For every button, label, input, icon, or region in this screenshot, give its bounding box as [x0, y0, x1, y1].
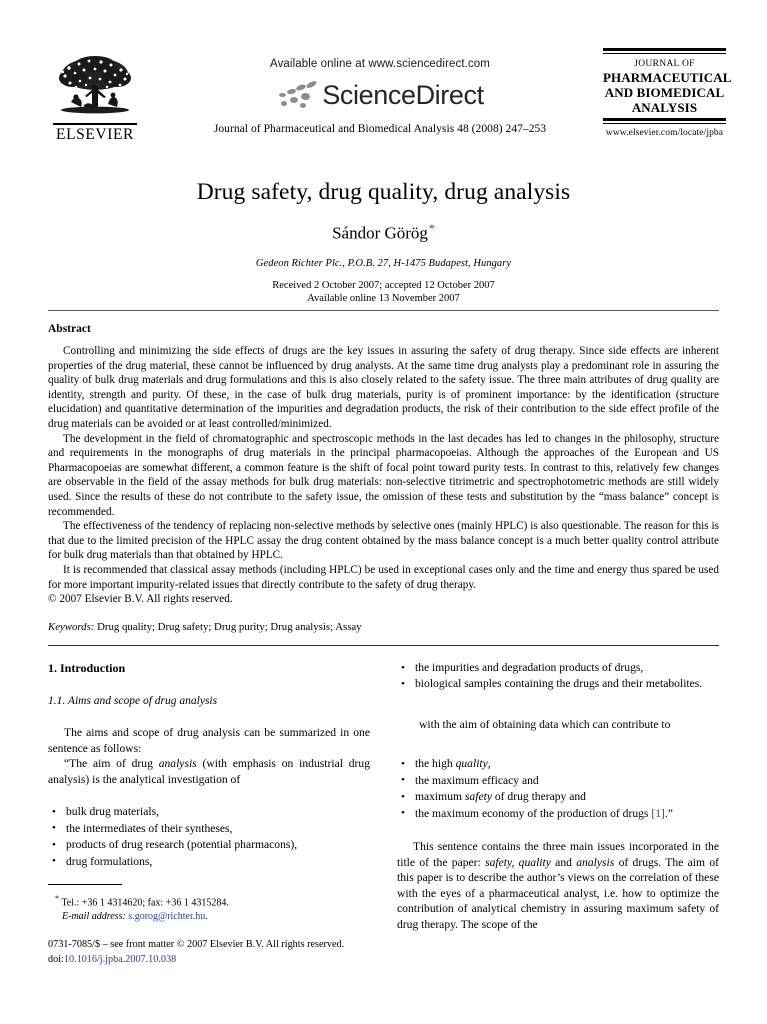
email-label: E-mail address:: [62, 910, 126, 922]
closing-italic-1: safety, quality: [485, 855, 551, 869]
sciencedirect-block: [180, 58, 580, 135]
keywords-value: Drug quality; Drug safety; Drug purity; Drug analysis; Assay: [97, 620, 362, 633]
title-block: [48, 178, 719, 306]
closing-part-2: and: [550, 855, 577, 869]
elsevier-logo: [53, 52, 141, 147]
sciencedirect-dots-icon: [276, 80, 320, 110]
available-online-date: Available online 13 November 2007: [307, 293, 460, 305]
list-item-emphasis: safety: [464, 790, 492, 804]
subsection-heading-aims-scope: 1.1. Aims and scope of drug analysis: [48, 695, 218, 707]
list-item: [397, 806, 719, 822]
journal-box-line1: JOURNAL OF: [634, 59, 695, 69]
author-name: Sándor Görög: [332, 223, 428, 243]
journal-box-bottom-rule: [603, 118, 726, 121]
bullet-list-right-top: [397, 660, 719, 693]
abstract-top-rule: [48, 310, 719, 311]
email-address-link[interactable]: s.gorog@richter.hu.: [128, 910, 208, 922]
list-item: • the impurities and degradation products of drugs,: [397, 660, 719, 676]
available-online-text: Available online at www.sciencedirect.com: [270, 58, 490, 70]
doi-link[interactable]: 10.1016/j.jpba.2007.10.038: [63, 953, 177, 965]
journal-box-top-rule: [603, 48, 726, 51]
abstract-paragraph: The development in the field of chromatographic and spectroscopic methods in the last decades has led to changes in the philosophy, structure and requirements in the monographs of drug materials in the principal pharmacopoeias. Although the approaches of the European and US Pharmacopoeias are somewhat different, a common feature is the shift of focal point toward purity tests. In contrast to this, relatively few changes are observable in the field of the assay methods for bulk drug materials: non-selective titrimetric and spectrophotometric methods are still widely used. Since the results of these do not contribute to the safety issue, the omission of these tests and substitution by the “mass balance” concept is recommended.: [48, 432, 719, 518]
journal-box-bottom-rule-thin: [603, 123, 726, 124]
abstract-paragraph: Controlling and minimizing the side effects of drugs are the key issues in assuring the safety of drug therapy. Since side effects are inherent properties of the drug material, these cannot be influenced by drug analysts. At the same time drug analysts play a predominant role in assuring the quality of bulk drug materials and drug formulations and this is also closely related to the safety issue. The three main attributes of drug quality are identity, strength and purity. Of these, in the case of bulk drug materials, purity is of prominent importance: by the identification (structure elucidation) and quantitative determination of the impurities and degradation products, the risk of their contribution to the side effect profile of the drug materials can be avoided or at least controlled/minimized.: [48, 345, 719, 430]
closing-part-3: of drugs. The aim of this paper is to describe the author’s views on the correlation of these with the eyes of a pharmaceutical analyst, i.e. how to optimize the contribution of analytical chemistry in assuring maximum safety of drug therapy. The scope of the: [397, 855, 719, 931]
list-item-text: the high: [415, 757, 456, 771]
abstract-paragraph: It is recommended that classical assay methods (including HPLC) be used in exceptional cases only and the time and energy thus spared be used for more important impurity-related issues that directly contribute to the safety of drug therapy.: [48, 563, 719, 591]
footnote-contact-line: [48, 892, 370, 910]
journal-box-line2: PHARMACEUTICAL: [603, 70, 732, 85]
list-item-text: the maximum efficacy and: [415, 773, 539, 787]
elsevier-wordmark: ELSEVIER: [56, 126, 134, 143]
footnote-separator-rule: [48, 884, 122, 885]
body-column-right: [397, 660, 719, 933]
paragraph-closing: [397, 839, 719, 933]
journal-title-box: [603, 48, 732, 138]
list-item: [397, 789, 719, 805]
list-item: [397, 773, 719, 789]
aim-bridge-line: with the aim of obtaining data which can contribute to: [419, 717, 671, 731]
footnote-email-line: [48, 910, 370, 924]
abstract-copyright: © 2007 Elsevier B.V. All rights reserved.: [48, 593, 233, 606]
keywords-label: Keywords:: [48, 620, 95, 633]
list-item-suffix: of drug therapy and: [491, 790, 586, 804]
sciencedirect-wordmark: ScienceDirect: [322, 79, 484, 110]
journal-citation-line: Journal of Pharmaceutical and Biomedical Analysis 48 (2008) 247–253: [213, 123, 547, 135]
citation-reference-1[interactable]: [1]: [651, 806, 665, 820]
elsevier-tree-icon: [53, 52, 137, 122]
closing-part-1: This sentence contains the three main issues incorporated in the title of the paper:: [397, 840, 719, 869]
keywords-line: [48, 620, 719, 634]
footnote-block: [48, 884, 370, 923]
imprint-block: [48, 938, 448, 967]
bullet-list-right-bottom: [397, 756, 719, 822]
list-item-suffix: ,: [487, 757, 491, 771]
author-footnote-marker[interactable]: *: [428, 221, 435, 235]
bullet-list-left: [48, 804, 370, 870]
keywords-bottom-rule: [48, 645, 719, 646]
journal-box-line3: AND BIOMEDICAL: [604, 85, 725, 100]
elsevier-logo-rule: [53, 123, 137, 125]
sciencedirect-logo: [180, 78, 580, 112]
journal-homepage-url[interactable]: www.elsevier.com/locate/jpba: [605, 128, 724, 138]
quote-part-2: (with emphasis on industrial drug analysis) is the analytical investigation of: [48, 757, 370, 786]
affiliation: Gedeon Richter Plc., P.O.B. 27, H-1475 Budapest, Hungary: [255, 257, 512, 269]
list-item: • the intermediates of their syntheses,: [48, 821, 370, 837]
list-item: • drug formulations,: [48, 854, 370, 870]
list-item: • bulk drug materials,: [48, 804, 370, 820]
abstract-paragraph: The effectiveness of the tendency of replacing non-selective methods by selective ones (mainly HPLC) is also questionable. The reason for this is that due to the limited precision of the HPLC assay the drug content obtained by the mass balance concept is a much better quality control attribute for bulk drug materials than that obtained by HPLC.: [48, 520, 719, 562]
list-item-text: the maximum economy of the production of drugs: [415, 806, 652, 820]
abstract-section: [48, 322, 719, 634]
paragraph-quote-open: [48, 756, 370, 787]
abstract-heading: Abstract: [48, 323, 91, 335]
list-item-text: maximum: [415, 790, 465, 804]
list-item-suffix: .”: [664, 806, 673, 820]
author-line: [48, 217, 719, 245]
received-accepted-line: Received 2 October 2007; accepted 12 October 2007: [272, 279, 495, 291]
footnote-contact-text: Tel.: +36 1 4314620; fax: +36 1 4315284.: [61, 897, 229, 909]
doi-line: [48, 953, 448, 968]
list-item: • biological samples containing the drugs and their metabolites.: [397, 676, 719, 692]
issn-frontmatter-line: 0731-7085/$ – see front matter © 2007 Elsevier B.V. All rights reserved.: [48, 939, 345, 950]
doi-label: doi:: [48, 953, 64, 965]
list-item: • products of drug research (potential pharmacons),: [48, 837, 370, 853]
masthead: [0, 0, 767, 160]
closing-italic-2: analysis: [576, 855, 615, 869]
body-column-left: [48, 660, 370, 870]
list-item-emphasis: quality: [455, 757, 488, 771]
paragraph-aims: The aims and scope of drug analysis can be summarized in one sentence as follows:: [48, 726, 370, 755]
page-title: Drug safety, drug quality, drug analysis: [196, 179, 571, 205]
list-item: [397, 756, 719, 772]
quote-part-1: “The aim of drug: [64, 757, 159, 771]
journal-box-line4: ANALYSIS: [631, 100, 698, 115]
footnote-marker: *: [55, 894, 59, 903]
quote-italic-analysis: analysis: [158, 757, 197, 771]
section-heading-introduction: 1. Introduction: [48, 661, 126, 675]
